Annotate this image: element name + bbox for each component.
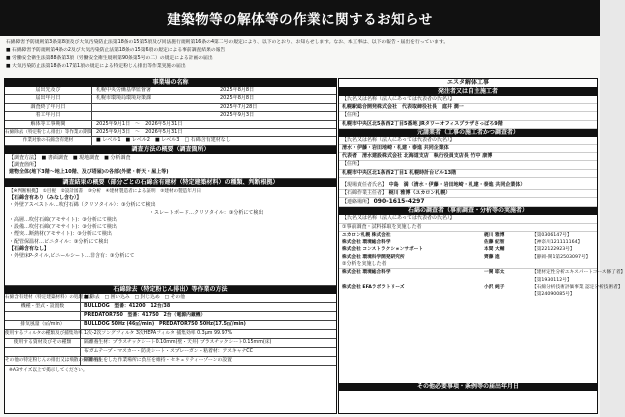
surveyor-entry xyxy=(339,232,597,239)
method-label: 機種・型式・設置数 xyxy=(5,303,81,311)
surveyor-label: 【氏名又は名称（法人にあっては代表者の氏名）】 xyxy=(339,215,597,223)
info-row xyxy=(5,121,336,129)
analyst-person xyxy=(484,277,532,284)
row-date: 2025年9月3日 xyxy=(220,112,255,119)
site-manager-row xyxy=(339,182,597,190)
contact-label: 【連絡場所】 xyxy=(342,199,373,206)
surveyor-person: 本間 大輔 xyxy=(484,247,505,253)
analyst-firm xyxy=(342,277,484,284)
method-value: ■ 除去 □ 囲い込み □ 封じ込め □ その他 xyxy=(84,294,185,300)
analyst-number: 【第1930112号】 xyxy=(532,277,572,283)
info-row xyxy=(5,137,336,145)
method-row xyxy=(5,330,336,339)
section-header-business: 事業場の名称 xyxy=(5,79,336,87)
survey-results-box xyxy=(5,187,336,286)
row-date: 2025年8月8日 xyxy=(220,87,255,93)
analyst-person: 小沢 純子 xyxy=(484,284,505,290)
row-value: 2025年9月1日 ～ 2026年5月31日 xyxy=(96,120,183,127)
asbestos-chief-label: 【石綿作業主任者】 xyxy=(342,190,388,197)
row-value: 札幌中央労働基準監督署 xyxy=(96,87,152,93)
surveyor-number: 【第22122923号】 xyxy=(532,247,575,253)
analyst-entry xyxy=(339,284,623,291)
method-row xyxy=(5,339,336,348)
method-label: 排気風量（㎥/min） xyxy=(5,321,81,329)
analyst-person xyxy=(484,291,532,298)
method-value: 隔離養生をした作業場所に負圧を維持・セキュリティーゾーンの設置 xyxy=(84,357,232,363)
section-header-contractor: 元請業者（工事の施工者かつ調査者） xyxy=(339,129,597,137)
finding-item: ・外壁アスベストル…吹付石綿（クリソタイル）：③分析にて検出 xyxy=(9,202,156,209)
row-label: 解体等工事期間 xyxy=(5,121,92,128)
method-label: 使用する資材及びその種類 xyxy=(5,339,81,347)
analyst-entry xyxy=(339,277,597,284)
contact-phone: 090-1615-4297 xyxy=(373,198,425,206)
method-row xyxy=(5,357,336,366)
left-panel xyxy=(4,78,337,414)
surveyor-firm: 株式会社 環境科学開発研究所 xyxy=(342,254,405,260)
analyst-firm xyxy=(342,291,484,298)
analyst-firm: 株式会社 環境総合科学 xyxy=(342,270,391,276)
site-manager-label: 【現場責任者氏名】 xyxy=(342,181,388,188)
finding-item: ・高層…吹付石綿(アモサイト)：③分析にて検出 xyxy=(9,216,117,223)
section-header-client: 発注者又は自主施工者 xyxy=(339,88,597,96)
row-label: 石綿除去（特定粉じん排出）等作業の期間 xyxy=(5,129,93,135)
row-label: 着工年月日 xyxy=(5,112,92,119)
page-title: 建築物等の解体等の作業に関するお知らせ xyxy=(0,0,600,36)
right-panel xyxy=(338,78,625,414)
section-header-removal-method: 石綿除去（特定粉じん排出）等作業の方法 xyxy=(5,286,336,294)
intro-line: ■ 大気汚染防止法第18条の17第1項の規定による特定粉じん排出等作業実施の届出 xyxy=(6,64,186,69)
intro-line: 石綿障害予防規則第3条第8項及び大気汚染防止法第18条の15第5項及び同法施行規則第16条の4第二号の規定により、以下のとおり、お知らせします。なお、本工事は、以下の報告・届出を行っています。 xyxy=(6,40,449,45)
intro-line: ■ 労働安全衛生法第88条第3項（労働安全衛生規則第90条第5号の二）の規定による計画の届出 xyxy=(6,56,213,61)
section-header-survey-results: 調査結果の概要（部分ごとの石綿含有建材（特定建築材料）の種類、判断根拠） xyxy=(5,179,336,187)
method-row xyxy=(5,348,336,357)
analyst-entry xyxy=(339,291,597,298)
analyst-person: 一関 耶太 xyxy=(484,270,505,276)
row-value: ■ レベル1 ■ レベル2 ■ レベル3 □ 石綿含有建材なし xyxy=(96,137,231,144)
site-manager: 中島 満（清水・伊藤・岩田地崎・札建・泰進 共同企業体） xyxy=(388,181,526,188)
client-name: 札幌駅総合開発株式会社 代表取締役社長 庭井 潤一 xyxy=(339,104,597,112)
footer-note: ※A3サイズ以上で掲示してください。 xyxy=(9,367,88,373)
finding-item: ・煙突…断熱材(アモサイト)：③分析にて検出 xyxy=(9,231,112,238)
asbestos-chief: 梶川 雅博（ユカロン札幌） xyxy=(388,190,451,197)
method-row xyxy=(5,321,336,330)
row-label: 届出年月日 xyxy=(5,95,92,102)
analyst-credential: 【石綿分析技術評価事業 認定分析技術者】 xyxy=(532,284,623,290)
contractor-rep: 代表者 清水建設株式会社 北海道支店 執行役員支店長 竹中 康博 xyxy=(339,153,597,161)
client-address-label: 【住所】 xyxy=(339,112,597,120)
finding-heading: 【石綿含有なし】 xyxy=(9,246,50,252)
surveyor-firm: 株式会社 コンストラクションサポート xyxy=(342,247,424,253)
row-value: 札幌市環境局環境対策課 xyxy=(96,95,152,102)
method-label: 使用するフィルタの種類及び捕集効率 xyxy=(5,330,83,336)
method-value: 隔離養生材：プラスチックシート0.10mm(壁・天井) プラスチックシート0.15mm(床) xyxy=(84,339,272,345)
row-value xyxy=(92,104,216,111)
finding-item: ・配管保温材…ビニタイル：③分析にて検出 xyxy=(9,238,109,245)
survey-sites: 建物全体(地下3階〜地上10階、及び塔屋)の各部(外壁・軒天・屋上等) xyxy=(9,169,169,176)
contractor-label: 【氏名又は名称（法人にあっては代表者の氏名）】 xyxy=(339,137,597,145)
method-row xyxy=(5,294,336,303)
method-label xyxy=(5,312,81,320)
analyst-subheading: ②分析を実施した者 xyxy=(339,261,597,269)
method-row xyxy=(5,312,336,321)
info-row xyxy=(5,104,336,112)
surveyor-entry xyxy=(339,239,597,246)
method-row xyxy=(5,303,336,312)
intro-text xyxy=(6,39,596,71)
surveyor-firm: 株式会社 環境総合科学 xyxy=(342,240,391,246)
client-address: 札幌市中央区北5条西2丁目5番地 JRタワーオフィスプラザさっぽろ9階 xyxy=(339,121,597,129)
info-row xyxy=(5,95,336,103)
row-label: 届出先及び xyxy=(5,87,92,94)
asbestos-chief-row xyxy=(339,190,597,198)
surveyor-person: 佐藤 紀智 xyxy=(484,240,505,246)
method-value: BULLDOG 50Hz (46㎥/min) PREDATOR750 50Hz(17.5㎥/min) xyxy=(84,321,246,327)
row-value: 2025年9月3日 ～ 2026年5月31日 xyxy=(96,128,183,135)
section-header-survey-method: 調査方法の概要（調査箇所） xyxy=(5,146,336,154)
finding-item: ・設備…吹付石綿(アモサイト)：③分析にて検出 xyxy=(9,224,117,231)
row-date: 2025年7月28日 xyxy=(220,103,258,110)
intro-line: ■ 石綿障害予防規則第4条の2及び大気汚染防止法第18条の15第6項の規定による事前調査結果の報告 xyxy=(6,48,226,53)
analyst-entry xyxy=(339,269,625,276)
contractor-name: 清水・伊藤・岩田地崎・札建・泰進 共同企業体 xyxy=(339,145,597,153)
client-label: 【氏名又は名称（法人にあっては代表者の氏名）】 xyxy=(339,96,597,104)
contractor-address-label: 【住所】 xyxy=(339,161,597,169)
finding-heading: 【石綿含有あり（みなし含む）】 xyxy=(9,194,82,201)
method-label: 石綿含有建材（特定建築材料）の処理方法 xyxy=(5,294,93,300)
surveyor-number: 【神奈川121111164】 xyxy=(532,240,583,246)
finding-item: ・スレートボード…クリソタイル：③分析にて検出 xyxy=(149,209,264,216)
project-name: エスタ解体工事 xyxy=(339,79,597,88)
analyst-number: 【第24090085号】 xyxy=(532,292,575,298)
row-date: 2025年8月8日 xyxy=(220,95,255,102)
surveyor-person: 梶川 雅博 xyxy=(484,232,505,238)
judgment-basis: 【※判断根拠】 ①目視 ②設計図書 ③分析 ④建材製造者による証明 ⑤建材の製造年月日 xyxy=(9,188,202,194)
method-label: その他の特定粉じんの排出又は飛散の抑制方法 xyxy=(5,357,102,363)
method-value: BULLDOG 型番：41200 12台/38 xyxy=(84,303,171,309)
analyst-credential: 【建材定性分析エキスパートコース修了者】 xyxy=(532,270,625,276)
section-header-other: その他必要事項・条例等の届出年月日 xyxy=(339,383,597,391)
surveyor-person: 齊藤 進 xyxy=(484,254,500,260)
survey-method-box xyxy=(5,154,336,179)
surveyor-firm: ユカロン札幌 株式会社 xyxy=(342,232,391,238)
section-header-surveyors: 石綿の調査者（事前調査・分析等の実施者） xyxy=(339,207,597,215)
method-value: 1次-2次ソングフィルタ 3次HEPAフィルタ 捕集効率 0.3μm 99.97% xyxy=(84,330,233,336)
survey-method: 【調査方法】 ■ 書面調査 ■ 現地調査 ■ 分析調査 xyxy=(9,154,131,161)
surveyor-entry xyxy=(339,254,597,261)
method-label xyxy=(5,348,81,356)
info-row xyxy=(5,112,336,120)
surveyor-number: 【第0306147号】 xyxy=(532,232,572,238)
method-value: PREDATOR750 型番：41750 2台（電源内蔵機） xyxy=(84,312,206,318)
surveyor-number: 【静岡-関1第2503097号】 xyxy=(532,254,591,260)
surveyor-entry xyxy=(339,246,597,253)
finding-item: ・外壁床P-タイル,ビニールシート…非含有：③分析にて xyxy=(9,253,135,260)
surveyor-subheading: ①事前調査・試料採取を実施した者 xyxy=(339,224,597,232)
row-value xyxy=(92,112,216,119)
contractor-address: 札幌市中央区北1条西2丁目1 札幌時計台ビル13階 xyxy=(339,170,597,178)
row-label: 調査終了年月日 xyxy=(5,104,92,111)
analyst-firm: 株式会社 EFAラボラトリーズ xyxy=(342,284,405,290)
method-value: 布ガムテープ・マスカー・防炎シート・スプレーガン・粘着材：アスキャナCC xyxy=(84,348,253,354)
row-label: 作業対象の石綿含有建材 xyxy=(5,137,92,144)
survey-sites-label: 【調査箇所】 xyxy=(9,162,40,169)
